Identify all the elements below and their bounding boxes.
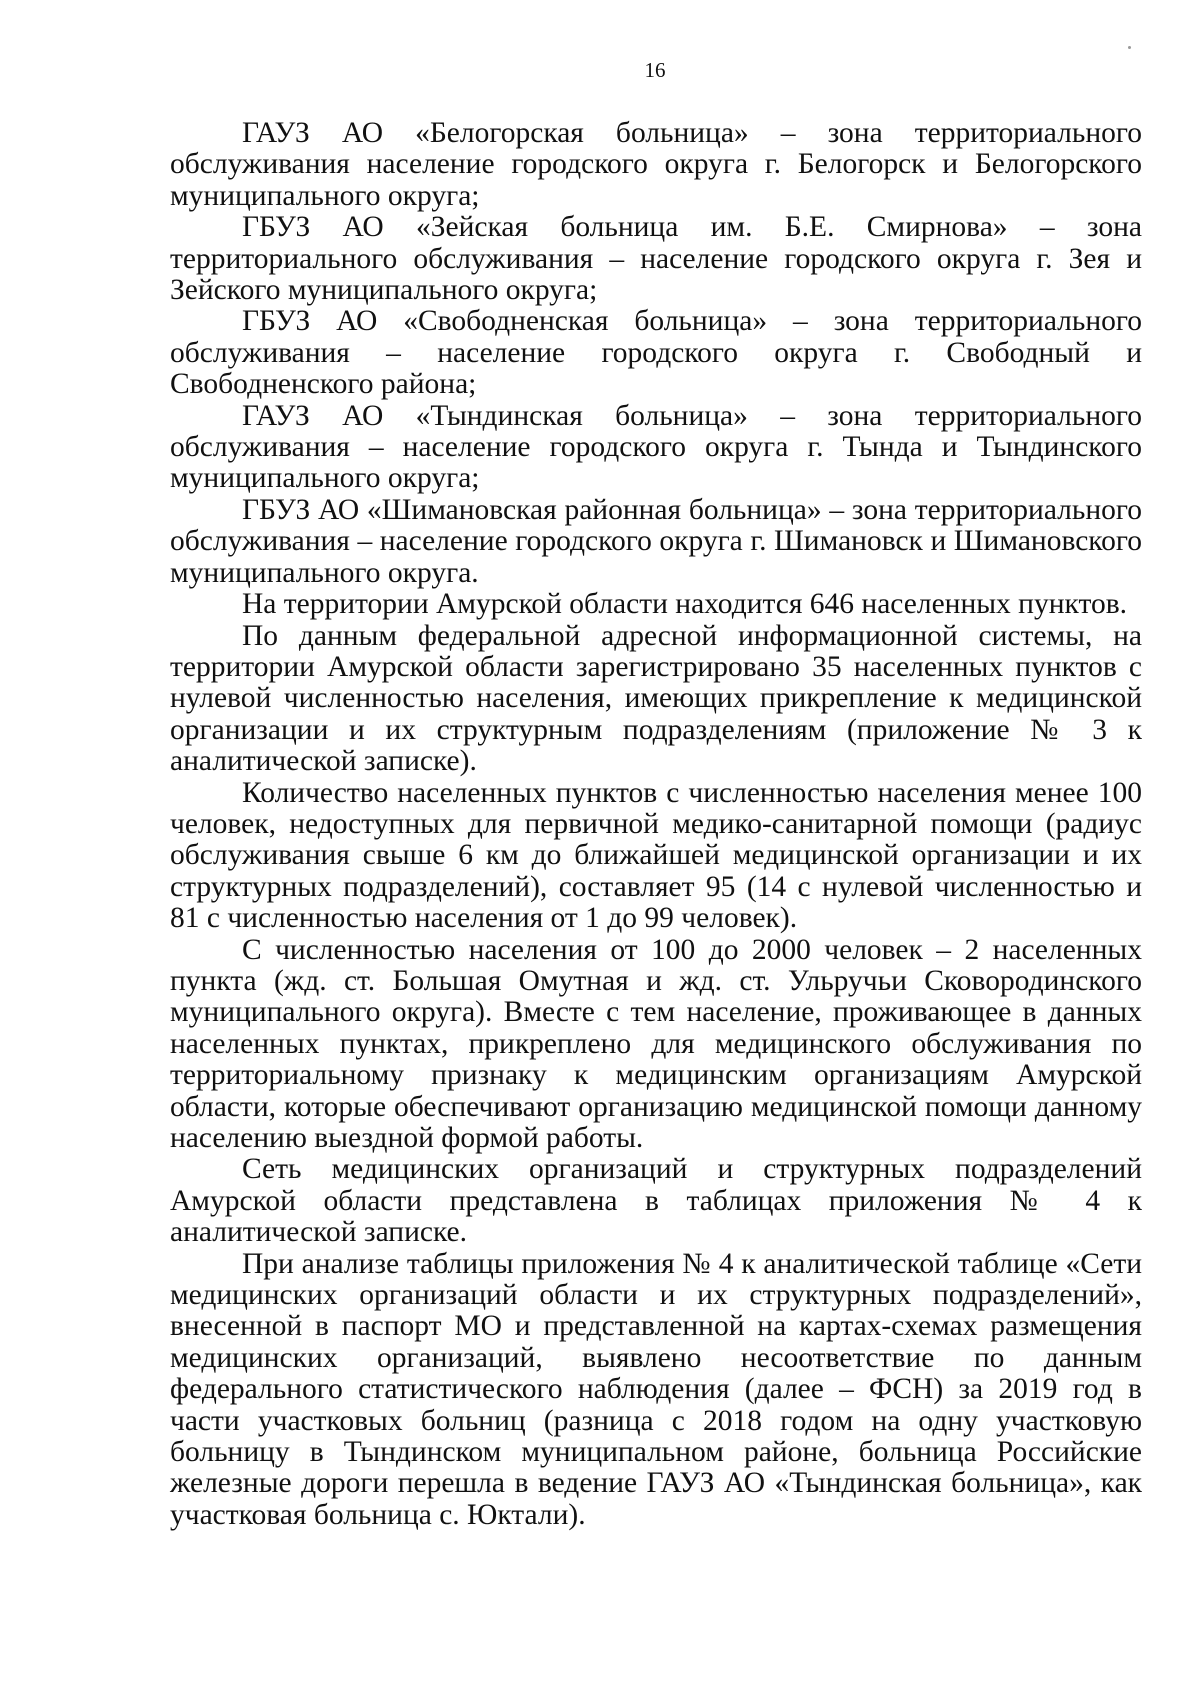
paragraph-analysis-discrepancy: При анализе таблицы приложения № 4 к аналитической таблице «Сети медицинских организаций области и их структурных подразделений», внесенной в паспорт МО и представленной на картах-схемах размещения медицинских организаций, выявлено несоответствие по данным федерального статистического наблюдения (далее – ФСН) за 2019 год в части участковых больниц (разница с 2018 годом на одну участковую больницу в Тындинском муниципальном районе, больница Российские железные дороги перешла в ведение ГАУЗ АО «Тындинская больница», как участковая больница с. Юктали). — [170, 1247, 1142, 1531]
document-body — [170, 118, 1142, 1531]
paragraph-svobodny-hospital: ГБУЗ АО «Свободненская больница» – зона территориального обслуживания – население городского округа г. Свободный и Свободненского района; — [170, 305, 1142, 401]
paragraph-zero-population: По данным федеральной адресной информационной системы, на территории Амурской области зарегистрировано 35 населенных пунктов с нулевой численностью населения, имеющих прикрепление к медицинской организации и их структурным подразделениям (приложение № 3 к аналитической записке). — [170, 619, 1142, 778]
paragraph-settlement-count: На территории Амурской области находится 646 населенных пунктов. — [242, 588, 1127, 621]
paragraph-belogorsk-hospital: ГАУЗ АО «Белогорская больница» – зона территориального обслуживания население городского округа г. Белогорск и Белогорского муниципального округа; — [170, 117, 1142, 212]
paragraph-tynda-hospital: ГАУЗ АО «Тындинская больница» – зона территориального обслуживания – население городского округа г. Тында и Тындинского муниципального округа; — [170, 399, 1142, 495]
paragraph-network-tables: Сеть медицинских организаций и структурных подразделений Амурской области представлена в таблицах приложения № 4 к аналитической записке. — [170, 1153, 1142, 1249]
paragraph-inaccessible-settlements: Количество населенных пунктов с численностью населения менее 100 человек, недоступных для первичной медико-санитарной помощи (радиус обслуживания свыше 6 км до ближайшей медицинской организации и их структурных подразделений), составляет 95 (14 с нулевой численностью и 81 с численностью населения от 1 до 99 человек). — [170, 776, 1142, 935]
scan-speck — [1128, 46, 1131, 49]
paragraph-population-100-2000: С численностью населения от 100 до 2000 человек – 2 населенных пункта (жд. ст. Большая Омутная и жд. ст. Ульручьи Сковородинского муниципального округа). Вместе с тем население, проживающее в данных населенных пунктах, прикреплено для медицинского обслуживания по территориальному признаку к медицинским организациям Амурской области, которые обеспечивают организацию медицинской помощи данному населению выездной формой работы. — [170, 933, 1142, 1154]
paragraph-shimanovsk-hospital: ГБУЗ АО «Шимановская районная больница» – зона территориального обслуживания – население городского округа г. Шимановск и Шимановского муниципального округа. — [170, 493, 1142, 589]
paragraph-zeya-hospital: ГБУЗ АО «Зейская больница им. Б.Е. Смирнова» – зона территориального обслуживания – население городского округа г. Зея и Зейского муниципального округа; — [170, 211, 1142, 307]
page-number: 16 — [644, 58, 666, 82]
